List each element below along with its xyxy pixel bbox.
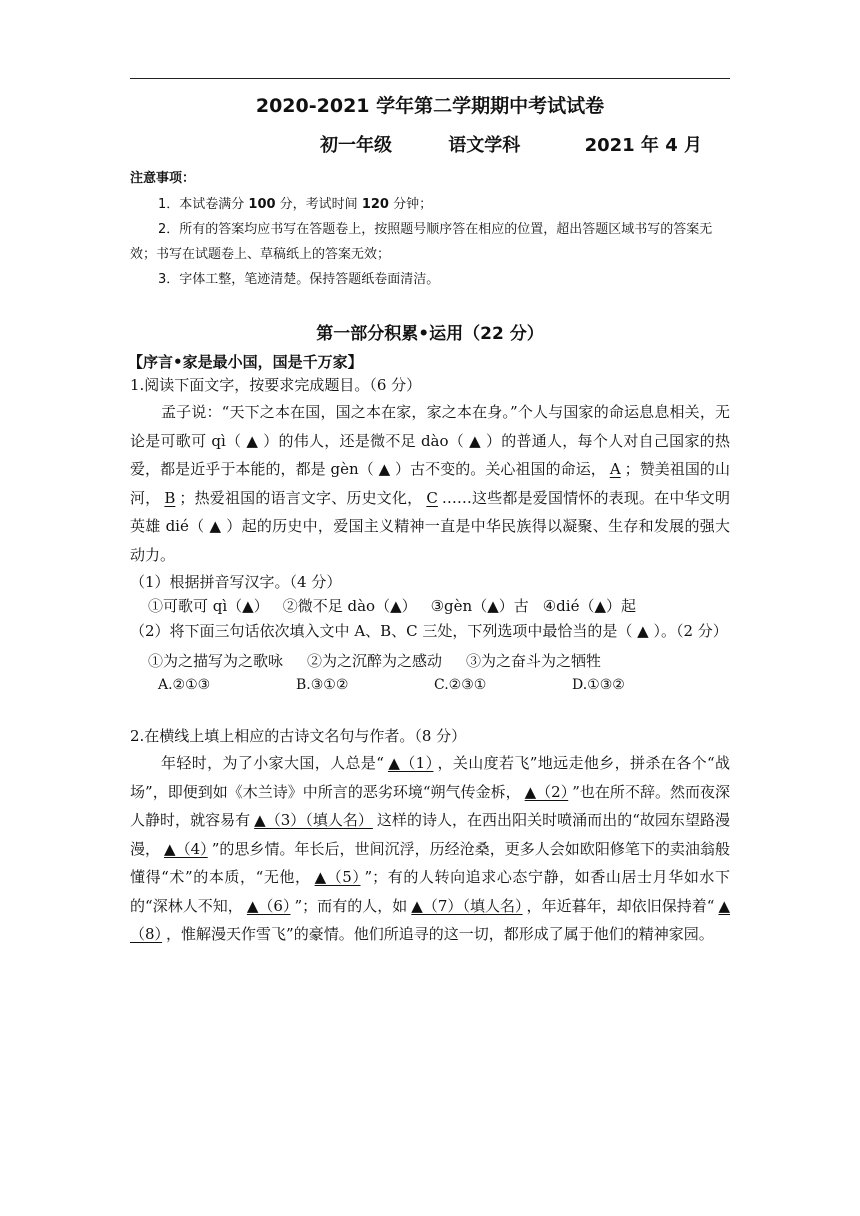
- option-b: B.③①②: [296, 677, 349, 693]
- notice-item-2: 2．所有的答案均应书写在答题卷上，按照题号顺序答在相应的位置，超出答题区域书写的答案无效；书写在试题卷上、草稿纸上的答案无效；: [130, 222, 713, 262]
- pinyin-item: ②微不足 dào（▲）: [282, 597, 417, 615]
- question-1-passage: 孟子说：“天下之本在国，国之本在家，家之本在身。”个人与国家的命运息息相关，无论是可歌可 qì（ ▲ ）的伟人，还是微不足 dào（ ▲ ）的普通人，每个人对自己国家的热爱，都是近乎于本能的，都是 gèn（ ▲ ）古不变的。关心祖国的命运， A ；赞美祖国的山河， B ；热爱祖国的语言文字、历史文化， C ……这些都是爱国情怀的表现。在中华文明英雄 dié（ ▲ ）起的历史中，爱国主义精神一直是中华民族得以凝聚、生存和发展的强大动力。: [130, 403, 730, 564]
- option-c: C.②③①: [434, 677, 487, 693]
- exam-page: [130, 78, 730, 949]
- blank-c: C: [426, 488, 438, 507]
- blank-8: ▲（8）: [130, 896, 730, 943]
- question-2-passage: 年轻时，为了小家大国，人总是“ ▲（1） ，关山度若飞”地远走他乡，拼杀在各个“战场”，即便到如《木兰诗》中所言的恶劣环境“朔气传金柝， ▲（2） ”也在所不辞。然而夜深人静时，就容易有 ▲（3）（填人名） 这样的诗人，在西出阳关时喷涌而出的“故园东望路漫漫， ▲（4） ”的思乡情。年长后，世间沉浮，历经沧桑，更多人会如欧阳修笔下的卖油翁般懂得“术”的本质，“无他， ▲（5） ”；有的人转向追求心态宁静，如香山居士月华如水下的“深林人不知， ▲（6） ”；而有的人，如 ▲（7）（填人名） ，年近暮年，却依旧保持着“ ▲（8） ，惟解漫天作雪飞”的豪情。他们所追寻的这一切，都形成了属于他们的精神家园。: [130, 754, 731, 943]
- blank-4: ▲（4）: [164, 839, 208, 858]
- exam-subtitle: [130, 134, 730, 158]
- blank-b: B: [164, 488, 176, 507]
- grade-label: 初一年级: [320, 135, 392, 156]
- part-title: 第一部分积累•运用（22 分）: [316, 324, 544, 344]
- sentence-item: ②为之沉醉为之感动: [307, 652, 443, 670]
- blank-7: ▲（7）（填人名）: [411, 896, 523, 915]
- blank-a: A: [609, 460, 621, 478]
- subject-label: 语文学科: [448, 135, 521, 156]
- header-rule: [130, 78, 730, 79]
- answer-options: [130, 673, 730, 697]
- section-title: 【序言•家是最小国，国是千万家】: [128, 353, 363, 371]
- exam-date: 2021 年 4 月: [584, 135, 702, 156]
- pinyin-item: ④dié（▲）起: [542, 597, 636, 615]
- exam-title: 2020-2021 学年第二学期期中考试试卷: [255, 95, 605, 117]
- sub-question-1: （1）根据拼音写汉字。（4 分）: [130, 573, 342, 591]
- notice-item-1: 1．本试卷满分 100 分，考试时间 120 分钟；: [158, 197, 433, 212]
- question-2-title: 2.在横线上填上相应的古诗文名句与作者。（8 分）: [130, 727, 467, 745]
- notice-item-3: 3．字体工整，笔迹清楚。保持答题纸卷面清洁。: [158, 272, 440, 287]
- sentence-item: ③为之奋斗为之牺牲: [466, 652, 602, 670]
- blank-6: ▲（6）: [246, 896, 291, 915]
- blank-5: ▲（5）: [314, 868, 361, 886]
- sub-question-2: （2）将下面三句话依次填入文中 A、B、C 三处，下列选项中最恰当的是（ ▲ ）。（2 分）: [130, 622, 728, 640]
- notice-heading: 注意事项：: [130, 171, 196, 186]
- pinyin-items: [130, 594, 730, 618]
- blank-3: ▲（3）（填人名）: [254, 811, 373, 829]
- question-1-title: 1.阅读下面文字，按要求完成题目。（6 分）: [130, 376, 422, 394]
- sentence-item: ①为之描写为之歌咏: [148, 652, 284, 670]
- sentence-items: [130, 649, 730, 673]
- pinyin-item: ③gèn（▲）古: [430, 597, 529, 615]
- option-a: A.②①③: [158, 677, 211, 693]
- option-d: D.①③②: [572, 677, 625, 693]
- blank-2: ▲（2）: [524, 782, 569, 801]
- blank-1: ▲（1）: [387, 754, 434, 772]
- notice-list: [130, 192, 730, 292]
- pinyin-item: ①可歌可 qì（▲）: [148, 597, 269, 615]
